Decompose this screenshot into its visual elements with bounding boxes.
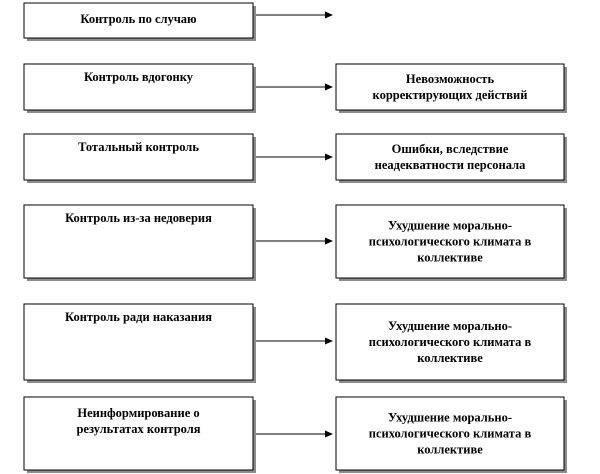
node-label-line: Ошибки, вследствие (391, 142, 509, 156)
node-label-line: коллективе (417, 442, 483, 457)
node-c3 (336, 134, 567, 183)
node-label-line: Ухудшение морально- (387, 218, 513, 233)
edges-layer (253, 12, 333, 438)
node-c4 (336, 205, 567, 281)
nodes-layer (24, 3, 567, 473)
arrowhead (325, 338, 333, 345)
edge-n1 (253, 12, 333, 19)
node-label-line: Контроль по случаю (80, 12, 197, 26)
node-box (336, 134, 564, 180)
node-label-line: результатах контроля (76, 422, 201, 436)
node-label-line: психологического климата в (368, 426, 532, 441)
node-label-line: Контроль вдогонку (83, 70, 194, 84)
node-label-line: Ухудшение морально- (387, 319, 513, 333)
arrowhead (325, 238, 333, 245)
node-label-line: коллективе (417, 351, 483, 365)
node-label-line: Контроль ради наказания (65, 310, 212, 324)
arrowhead (325, 154, 333, 161)
node-label-line: Невозможность (405, 72, 495, 86)
node-label-line: Контроль из-за недоверия (65, 211, 212, 225)
node-label-line: психологического климата в (368, 335, 532, 349)
node-label-line: психологического климата в (368, 234, 532, 249)
node-label-line: корректирующих действий (372, 88, 528, 102)
node-box (336, 64, 564, 110)
edge-n2 (253, 84, 333, 91)
edge-n6 (253, 431, 333, 438)
node-n3 (24, 134, 256, 183)
node-n5 (24, 304, 256, 383)
node-n4 (24, 205, 256, 281)
edge-n3 (253, 154, 333, 161)
edge-n5 (253, 338, 333, 345)
arrowhead (325, 431, 333, 438)
node-n2 (24, 64, 256, 113)
node-c6 (336, 397, 567, 473)
node-label-line: коллективе (417, 250, 483, 265)
arrowhead (325, 84, 333, 91)
arrowhead (325, 12, 333, 19)
node-label-line: Тотальный контроль (78, 140, 199, 154)
node-label-line: Ухудшение морально- (387, 410, 513, 425)
node-label-line: неадекватности персонала (374, 158, 526, 172)
node-c5 (336, 304, 567, 383)
node-c2 (336, 64, 567, 113)
node-n6 (24, 397, 256, 473)
node-n1 (24, 3, 256, 41)
node-label-line: Неинформирование о (77, 406, 200, 420)
edge-n4 (253, 238, 333, 245)
